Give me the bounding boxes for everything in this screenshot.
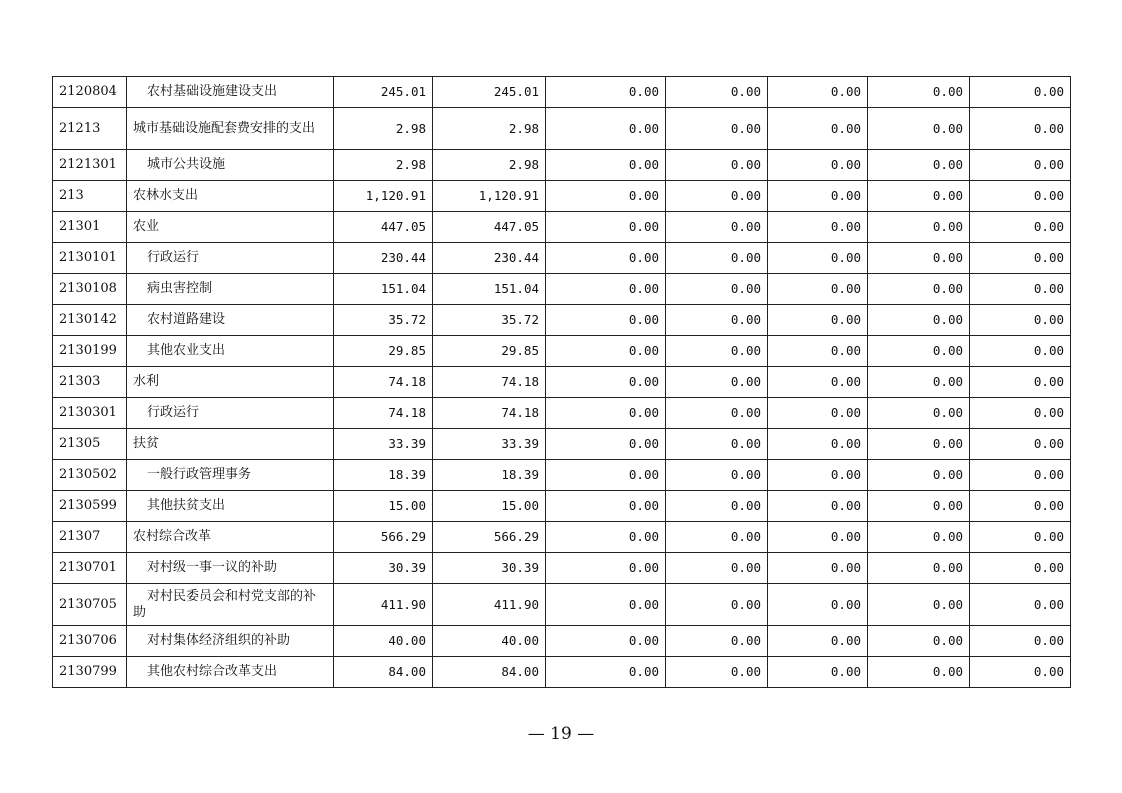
value-col-7-cell: 0.00 [970,274,1071,305]
subject-name: 行政运行 [147,250,200,265]
value-col-5-cell: 0.00 [768,398,868,429]
value-col-2-cell: 411.90 [433,584,546,626]
value-col-1-cell: 40.00 [334,626,433,657]
value-col-4-cell: 0.00 [666,150,768,181]
value-col-7-cell: 0.00 [970,150,1071,181]
value-col-1-cell: 74.18 [334,367,433,398]
value-col-4-cell: 0.00 [666,460,768,491]
subject-name: 对村集体经济组织的补助 [147,633,291,648]
value-col-2-cell: 74.18 [433,398,546,429]
subject-name: 对村级一事一议的补助 [147,560,278,575]
value-col-7-cell: 0.00 [970,336,1071,367]
value-col-6-cell: 0.00 [868,305,970,336]
value-col-4-cell: 0.00 [666,181,768,212]
value-col-3-cell: 0.00 [546,212,666,243]
subject-name: 其他农业支出 [147,343,226,358]
value-col-5-cell: 0.00 [768,212,868,243]
value-col-2-cell: 230.44 [433,243,546,274]
table-row [53,181,1071,212]
subject-name: 扶贫 [133,436,160,451]
value-col-7-cell: 0.00 [970,398,1071,429]
budget-table [52,76,1071,688]
subject-name-cell [127,212,334,243]
value-col-7-cell: 0.00 [970,584,1071,626]
subject-name-cell [127,108,334,150]
subject-code-cell: 21301 [53,212,127,243]
table-row [53,336,1071,367]
value-col-1-cell: 74.18 [334,398,433,429]
subject-name-cell [127,553,334,584]
subject-name-cell [127,522,334,553]
value-col-1-cell: 18.39 [334,460,433,491]
subject-code-cell: 2130301 [53,398,127,429]
value-col-3-cell: 0.00 [546,367,666,398]
subject-name: 水利 [133,374,160,389]
value-col-7-cell: 0.00 [970,522,1071,553]
value-col-1-cell: 151.04 [334,274,433,305]
value-col-6-cell: 0.00 [868,150,970,181]
value-col-6-cell: 0.00 [868,274,970,305]
value-col-6-cell: 0.00 [868,491,970,522]
subject-name-cell [127,243,334,274]
value-col-1-cell: 230.44 [334,243,433,274]
value-col-1-cell: 566.29 [334,522,433,553]
value-col-7-cell: 0.00 [970,243,1071,274]
value-col-2-cell: 74.18 [433,367,546,398]
table-row [53,305,1071,336]
subject-code-cell: 2130108 [53,274,127,305]
value-col-4-cell: 0.00 [666,274,768,305]
value-col-2-cell: 447.05 [433,212,546,243]
value-col-3-cell: 0.00 [546,460,666,491]
value-col-1-cell: 1,120.91 [334,181,433,212]
subject-code-cell: 21303 [53,367,127,398]
table-row [53,212,1071,243]
value-col-6-cell: 0.00 [868,553,970,584]
subject-name: 农林水支出 [133,188,199,203]
value-col-5-cell: 0.00 [768,367,868,398]
value-col-4-cell: 0.00 [666,212,768,243]
value-col-7-cell: 0.00 [970,626,1071,657]
value-col-3-cell: 0.00 [546,429,666,460]
value-col-3-cell: 0.00 [546,522,666,553]
value-col-7-cell: 0.00 [970,460,1071,491]
table-row [53,108,1071,150]
value-col-6-cell: 0.00 [868,429,970,460]
value-col-2-cell: 1,120.91 [433,181,546,212]
value-col-7-cell: 0.00 [970,77,1071,108]
value-col-6-cell: 0.00 [868,522,970,553]
table-row [53,274,1071,305]
value-col-5-cell: 0.00 [768,274,868,305]
subject-name: 一般行政管理事务 [147,467,252,482]
value-col-1-cell: 411.90 [334,584,433,626]
value-col-7-cell: 0.00 [970,429,1071,460]
value-col-3-cell: 0.00 [546,398,666,429]
subject-name-cell [127,491,334,522]
subject-name: 其他扶贫支出 [147,498,226,513]
value-col-2-cell: 2.98 [433,108,546,150]
value-col-2-cell: 15.00 [433,491,546,522]
subject-code-cell: 2130199 [53,336,127,367]
value-col-6-cell: 0.00 [868,460,970,491]
subject-name: 对村民委员会和村党支部的补助 [133,588,317,620]
table-row [53,553,1071,584]
table-row [53,584,1071,626]
value-col-1-cell: 245.01 [334,77,433,108]
value-col-6-cell: 0.00 [868,77,970,108]
value-col-5-cell: 0.00 [768,491,868,522]
subject-code-cell: 2130101 [53,243,127,274]
value-col-5-cell: 0.00 [768,553,868,584]
subject-name-cell [127,274,334,305]
value-col-5-cell: 0.00 [768,243,868,274]
value-col-7-cell: 0.00 [970,553,1071,584]
subject-code-cell: 2130706 [53,626,127,657]
table-row [53,77,1071,108]
subject-code-cell: 2130599 [53,491,127,522]
value-col-2-cell: 35.72 [433,305,546,336]
value-col-1-cell: 30.39 [334,553,433,584]
value-col-1-cell: 447.05 [334,212,433,243]
value-col-4-cell: 0.00 [666,108,768,150]
subject-name-cell [127,336,334,367]
value-col-6-cell: 0.00 [868,212,970,243]
value-col-6-cell: 0.00 [868,584,970,626]
value-col-1-cell: 33.39 [334,429,433,460]
value-col-2-cell: 33.39 [433,429,546,460]
value-col-4-cell: 0.00 [666,429,768,460]
subject-name-cell [127,657,334,688]
table-row [53,657,1071,688]
value-col-2-cell: 151.04 [433,274,546,305]
table-row [53,522,1071,553]
value-col-3-cell: 0.00 [546,626,666,657]
subject-name: 城市公共设施 [147,157,226,172]
table-row [53,398,1071,429]
subject-code-cell: 21305 [53,429,127,460]
subject-code-cell: 213 [53,181,127,212]
subject-name-cell [127,181,334,212]
value-col-2-cell: 84.00 [433,657,546,688]
value-col-4-cell: 0.00 [666,305,768,336]
subject-code-cell: 21213 [53,108,127,150]
value-col-4-cell: 0.00 [666,398,768,429]
value-col-3-cell: 0.00 [546,491,666,522]
value-col-1-cell: 29.85 [334,336,433,367]
value-col-4-cell: 0.00 [666,584,768,626]
value-col-4-cell: 0.00 [666,491,768,522]
value-col-5-cell: 0.00 [768,77,868,108]
table-row [53,150,1071,181]
value-col-3-cell: 0.00 [546,77,666,108]
subject-name-cell [127,429,334,460]
table-row [53,460,1071,491]
value-col-1-cell: 84.00 [334,657,433,688]
subject-code-cell: 2130502 [53,460,127,491]
value-col-2-cell: 18.39 [433,460,546,491]
value-col-2-cell: 30.39 [433,553,546,584]
subject-name: 行政运行 [147,405,200,420]
page-number: — 19 — [527,724,595,744]
table-body [53,77,1071,688]
value-col-6-cell: 0.00 [868,626,970,657]
subject-name: 其他农村综合改革支出 [147,664,278,679]
table-row [53,429,1071,460]
value-col-5-cell: 0.00 [768,336,868,367]
value-col-7-cell: 0.00 [970,181,1071,212]
value-col-6-cell: 0.00 [868,336,970,367]
value-col-5-cell: 0.00 [768,108,868,150]
value-col-5-cell: 0.00 [768,181,868,212]
value-col-5-cell: 0.00 [768,522,868,553]
value-col-4-cell: 0.00 [666,243,768,274]
subject-code-cell: 2130705 [53,584,127,626]
subject-name: 农村综合改革 [133,529,212,544]
value-col-4-cell: 0.00 [666,657,768,688]
subject-name: 病虫害控制 [147,281,213,296]
subject-name-cell [127,77,334,108]
table-row [53,491,1071,522]
value-col-3-cell: 0.00 [546,108,666,150]
value-col-7-cell: 0.00 [970,367,1071,398]
value-col-5-cell: 0.00 [768,460,868,491]
value-col-7-cell: 0.00 [970,657,1071,688]
value-col-1-cell: 15.00 [334,491,433,522]
subject-name-cell [127,584,334,626]
subject-name-cell [127,460,334,491]
subject-name-cell [127,626,334,657]
subject-name: 农业 [133,219,160,234]
value-col-3-cell: 0.00 [546,336,666,367]
value-col-3-cell: 0.00 [546,657,666,688]
value-col-6-cell: 0.00 [868,181,970,212]
value-col-4-cell: 0.00 [666,553,768,584]
value-col-6-cell: 0.00 [868,398,970,429]
value-col-5-cell: 0.00 [768,626,868,657]
value-col-3-cell: 0.00 [546,150,666,181]
value-col-1-cell: 2.98 [334,108,433,150]
value-col-3-cell: 0.00 [546,584,666,626]
value-col-3-cell: 0.00 [546,243,666,274]
subject-code-cell: 2130142 [53,305,127,336]
value-col-4-cell: 0.00 [666,626,768,657]
value-col-2-cell: 29.85 [433,336,546,367]
value-col-7-cell: 0.00 [970,108,1071,150]
table-row [53,243,1071,274]
value-col-7-cell: 0.00 [970,305,1071,336]
value-col-5-cell: 0.00 [768,305,868,336]
value-col-3-cell: 0.00 [546,181,666,212]
value-col-5-cell: 0.00 [768,657,868,688]
value-col-5-cell: 0.00 [768,429,868,460]
value-col-4-cell: 0.00 [666,367,768,398]
subject-name-cell [127,398,334,429]
subject-code-cell: 2121301 [53,150,127,181]
subject-code-cell: 21307 [53,522,127,553]
value-col-1-cell: 35.72 [334,305,433,336]
value-col-7-cell: 0.00 [970,212,1071,243]
subject-code-cell: 2130701 [53,553,127,584]
value-col-2-cell: 40.00 [433,626,546,657]
value-col-6-cell: 0.00 [868,108,970,150]
value-col-4-cell: 0.00 [666,336,768,367]
subject-name-cell [127,150,334,181]
value-col-2-cell: 2.98 [433,150,546,181]
value-col-7-cell: 0.00 [970,491,1071,522]
value-col-2-cell: 245.01 [433,77,546,108]
value-col-3-cell: 0.00 [546,305,666,336]
value-col-3-cell: 0.00 [546,274,666,305]
subject-name-cell [127,305,334,336]
subject-name: 农村道路建设 [147,312,226,327]
value-col-6-cell: 0.00 [868,657,970,688]
value-col-1-cell: 2.98 [334,150,433,181]
table-row [53,367,1071,398]
table-row [53,626,1071,657]
subject-code-cell: 2130799 [53,657,127,688]
value-col-2-cell: 566.29 [433,522,546,553]
subject-name: 农村基础设施建设支出 [147,84,278,99]
value-col-6-cell: 0.00 [868,367,970,398]
value-col-3-cell: 0.00 [546,553,666,584]
subject-code-cell: 2120804 [53,77,127,108]
value-col-4-cell: 0.00 [666,77,768,108]
value-col-5-cell: 0.00 [768,150,868,181]
value-col-5-cell: 0.00 [768,584,868,626]
subject-name-cell [127,367,334,398]
value-col-4-cell: 0.00 [666,522,768,553]
value-col-6-cell: 0.00 [868,243,970,274]
subject-name: 城市基础设施配套费安排的支出 [133,120,316,136]
